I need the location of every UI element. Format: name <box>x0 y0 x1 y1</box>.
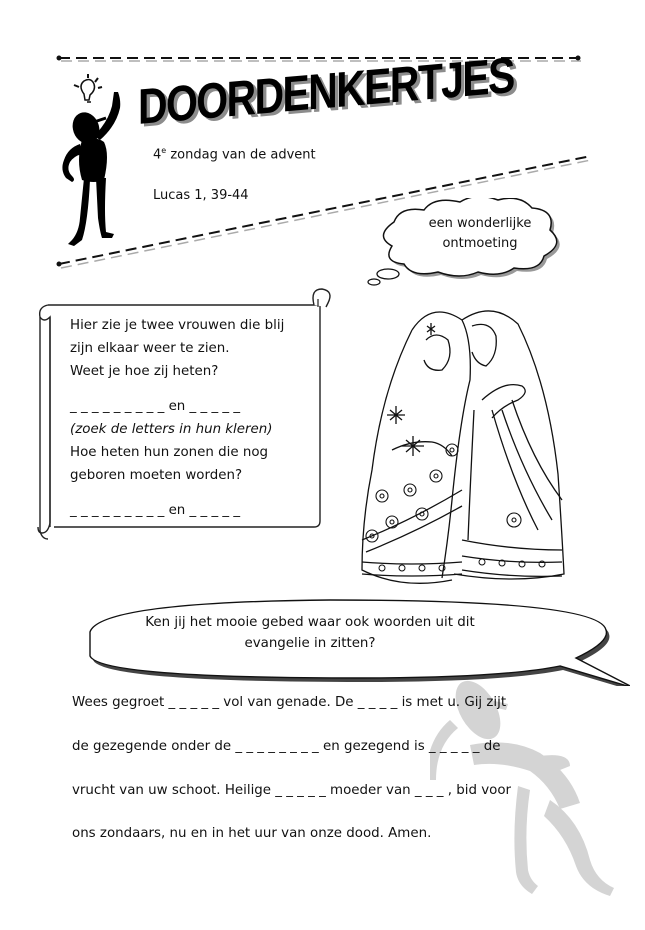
two-women-illustration <box>352 300 567 590</box>
question-2-line-2: geboren moeten worden? <box>70 468 243 483</box>
sunday-number: 4 <box>153 147 162 163</box>
prayer-line-2[interactable]: de gezegende onder de _ _ _ _ _ _ _ _ en gezegend is _ _ _ _ _ de <box>72 739 501 754</box>
scroll-line-3: Weet je hoe zij heten? <box>70 364 219 379</box>
page-title: DOORDENKERTJES <box>138 46 514 136</box>
scroll-text <box>70 314 320 522</box>
speech-bubble-line-1: Ken jij het mooie gebed waar ook woorden uit dit <box>145 615 475 630</box>
thought-cloud-text <box>400 214 560 254</box>
scroll-line-1: Hier zie je twee vrouwen die blij <box>70 318 285 333</box>
sunday-superscript: e <box>161 146 167 155</box>
prayer-line-4: ons zondaars, nu en in het uur van onze dood. Amen. <box>72 826 432 841</box>
sunday-text: zondag van de advent <box>166 147 316 163</box>
sons-answer-blank[interactable]: _ _ _ _ _ _ _ _ _ en _ _ _ _ _ <box>70 503 241 518</box>
prayer-line-3[interactable]: vrucht van uw schoot. Heilige _ _ _ _ _ moeder van _ _ _ , bid voor <box>72 783 512 798</box>
thought-cloud-line-2: ontmoeting <box>442 236 518 251</box>
question-2-line-1: Hoe heten hun zonen die nog <box>70 445 269 460</box>
lightbulb-icon <box>74 74 102 102</box>
reading-reference: Lucas 1, 39-44 <box>153 188 249 203</box>
scroll-line-2: zijn elkaar weer te zien. <box>70 341 230 356</box>
hint-text: (zoek de letters in hun kleren) <box>70 422 273 437</box>
prayer-line-1[interactable]: Wees gegroet _ _ _ _ _ vol van genade. De _ _ _ _ is met u. Gij zijt <box>72 695 507 710</box>
names-answer-blank[interactable]: _ _ _ _ _ _ _ _ _ en _ _ _ _ _ <box>70 399 241 414</box>
speech-bubble-line-2: evangelie in zitten? <box>244 636 376 651</box>
thought-cloud-line-1: een wonderlijke <box>428 216 532 231</box>
speech-bubble-text <box>110 612 510 654</box>
